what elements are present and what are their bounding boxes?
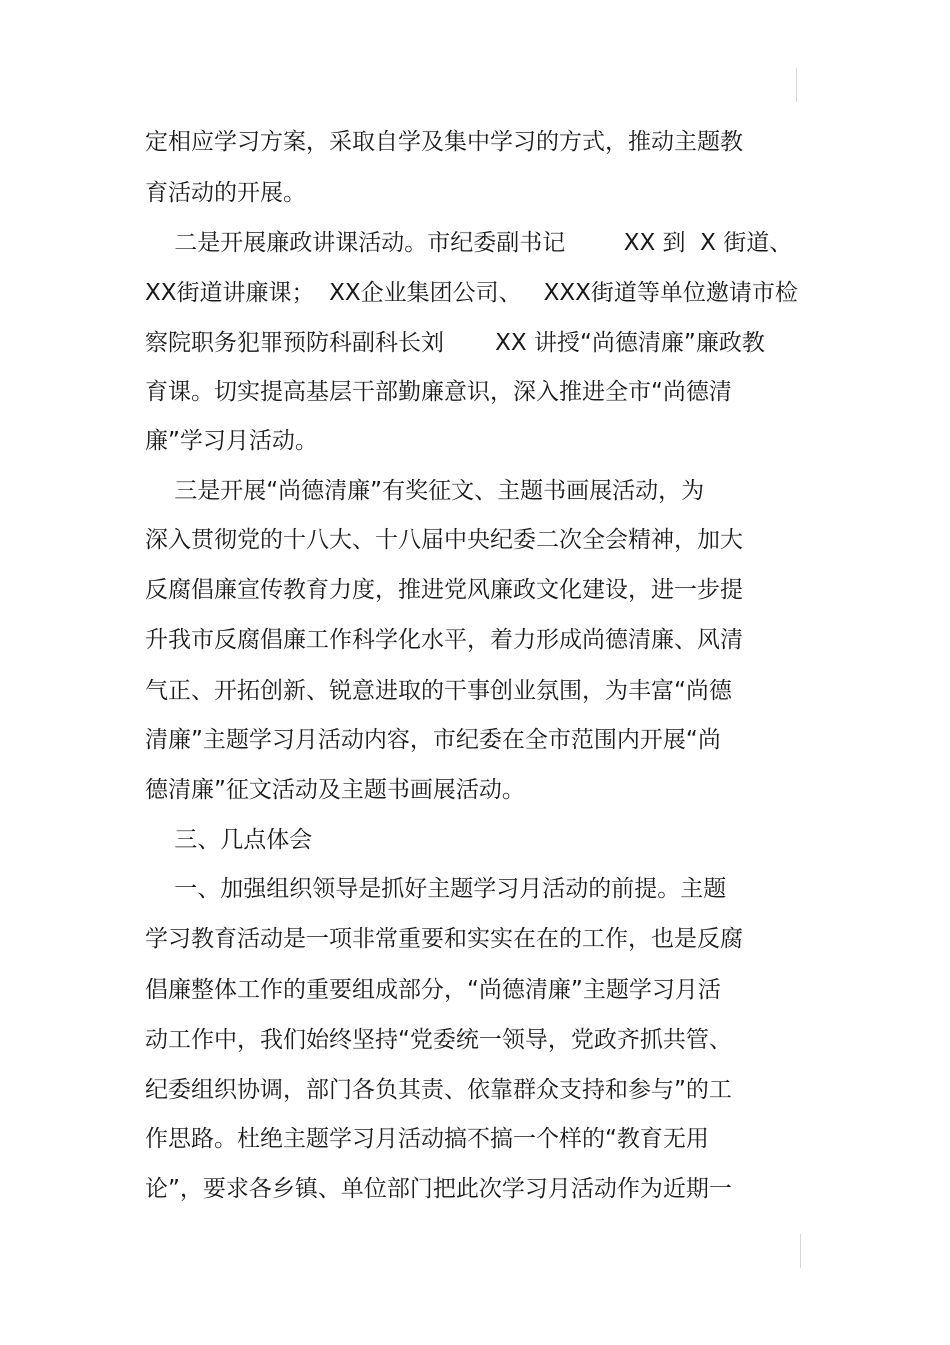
body-text-line: 学习教育活动是一项非常重要和实实在在的工作，也是反腐 [145, 926, 743, 952]
body-text-line: 反腐倡廉宣传教育力度，推进党风廉政文化建设，进一步提 [145, 577, 743, 603]
body-text-line: 育课。切实提高基层干部勤廉意识，深入推进全市“尚德清 [145, 379, 732, 405]
body-text-line: 纪委组织协调，部门各负其责、依靠群众支持和参与”的工 [145, 1077, 732, 1103]
body-text-line: 论”，要求各乡镇、单位部门把此次学习月活动作为近期一 [145, 1176, 732, 1202]
body-text-line: 定相应学习方案，采取自学及集中学习的方式，推动主题教 [145, 129, 743, 155]
body-text-line: 育活动的开展。 [145, 180, 306, 206]
body-text-line: 三是开展“尚德清廉”有奖征文、主题书画展活动，为 [145, 478, 705, 504]
body-text-line: 升我市反腐倡廉工作科学化水平，着力形成尚德清廉、风清 [145, 627, 743, 653]
section-heading: 三、几点体会 [145, 827, 313, 853]
page-corner-mark-bottom [800, 1234, 801, 1268]
body-text-line: 深入贯彻党的十八大、十八届中央纪委二次全会精神，加大 [145, 527, 743, 553]
body-text-line: 廉”学习月活动。 [145, 428, 318, 454]
body-text-line: 清廉”主题学习月活动内容，市纪委在全市范围内开展“尚 [145, 727, 721, 753]
body-text-line: XX街道讲廉课； XX企业集团公司、 XXX街道等单位邀请市检 [145, 280, 798, 306]
body-text-line: 察院职务犯罪预防科副科长刘 XX 讲授“尚德清廉”廉政教 [145, 330, 765, 356]
page-corner-mark-top [796, 68, 797, 102]
body-text-line: 二是开展廉政讲课活动。市纪委副书记 XX 到 X 街道、 [145, 230, 793, 256]
body-text-line: 倡廉整体工作的重要组成部分，“尚德清廉”主题学习月活 [145, 977, 721, 1003]
body-text-line: 气正、开拓创新、锐意进取的干事创业氛围，为丰富“尚德 [145, 678, 732, 704]
body-text-line: 德清廉”征文活动及主题书画展活动。 [145, 777, 525, 803]
body-text-line: 一、加强组织领导是抓好主题学习月活动的前提。主题 [145, 876, 727, 902]
body-text-line: 作思路。杜绝主题学习月活动搞不搞一个样的“教育无用 [145, 1126, 709, 1152]
body-text-line: 动工作中，我们始终坚持“党委统一领导，党政齐抓共管、 [145, 1027, 732, 1053]
